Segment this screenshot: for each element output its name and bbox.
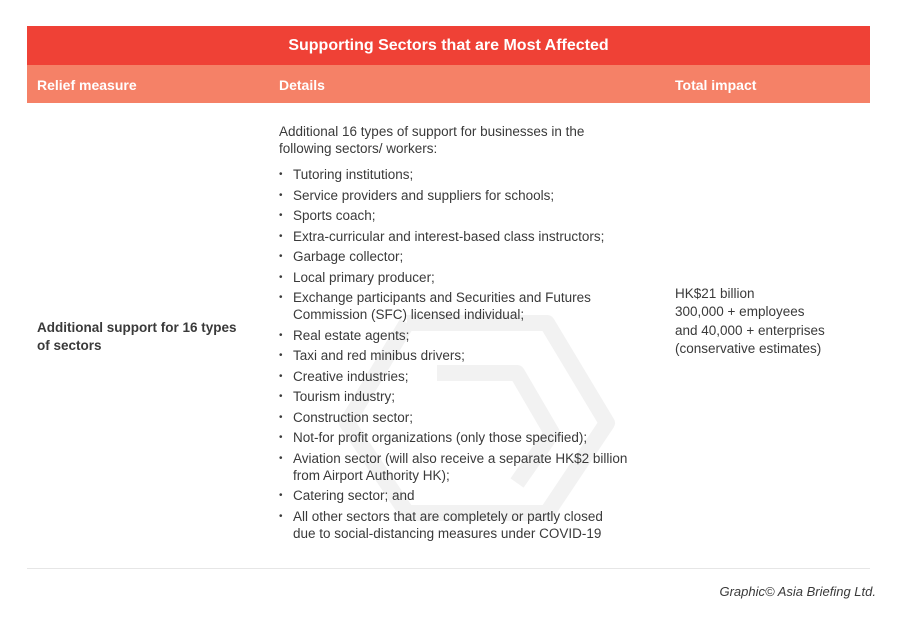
details-intro: Additional 16 types of support for businesses in the following sectors/ workers:: [279, 124, 585, 156]
list-item: • Local primary producer;: [279, 269, 629, 286]
list-item: • Exchange participants and Securities and Futures Commission (SFC) licensed individual;: [279, 289, 629, 323]
list-item: • Sports coach;: [279, 207, 629, 224]
list-item: • Tutoring institutions;: [279, 166, 629, 183]
impact-employees: 300,000 + employees: [675, 304, 805, 320]
header-total-impact: Total impact: [675, 77, 757, 93]
details-cell: [279, 123, 629, 545]
impact-note: (conservative estimates): [675, 340, 822, 356]
sectors-table: [27, 26, 870, 569]
list-item: • Tourism industry;: [279, 388, 629, 405]
list-item: • Extra-curricular and interest-based class instructors;: [279, 228, 629, 245]
table-title-text: Supporting Sectors that are Most Affected: [288, 36, 609, 54]
impact-enterprises: and 40,000 + enterprises: [675, 322, 825, 338]
impact-amount: HK$21 billion: [675, 286, 755, 301]
header-details: Details: [279, 77, 325, 93]
list-item: • Garbage collector;: [279, 248, 629, 265]
table-title: [27, 26, 870, 65]
list-item: • Aviation sector (will also receive a separate HK$2 billion from Airport Authority HK);: [279, 450, 629, 484]
list-item: • Real estate agents;: [279, 327, 629, 344]
list-item: • Service providers and suppliers for schools;: [279, 187, 629, 204]
header-relief-measure: Relief measure: [37, 77, 137, 93]
list-item: • Not-for profit organizations (only those specified);: [279, 429, 629, 446]
list-item: • Taxi and red minibus drivers;: [279, 347, 629, 364]
graphic-credit: Graphic© Asia Briefing Ltd.: [719, 584, 876, 599]
list-item: • All other sectors that are completely or partly closed due to social-distancing measures under COVID-19: [279, 508, 629, 542]
table-header-row: [27, 65, 870, 103]
total-impact-cell: [675, 285, 865, 358]
details-list: [279, 166, 629, 542]
relief-measure-cell: Additional support for 16 types of sectors: [37, 320, 237, 353]
list-item: • Catering sector; and: [279, 487, 629, 504]
table-row: [27, 103, 870, 569]
list-item: • Creative industries;: [279, 368, 629, 385]
list-item: • Construction sector;: [279, 409, 629, 426]
